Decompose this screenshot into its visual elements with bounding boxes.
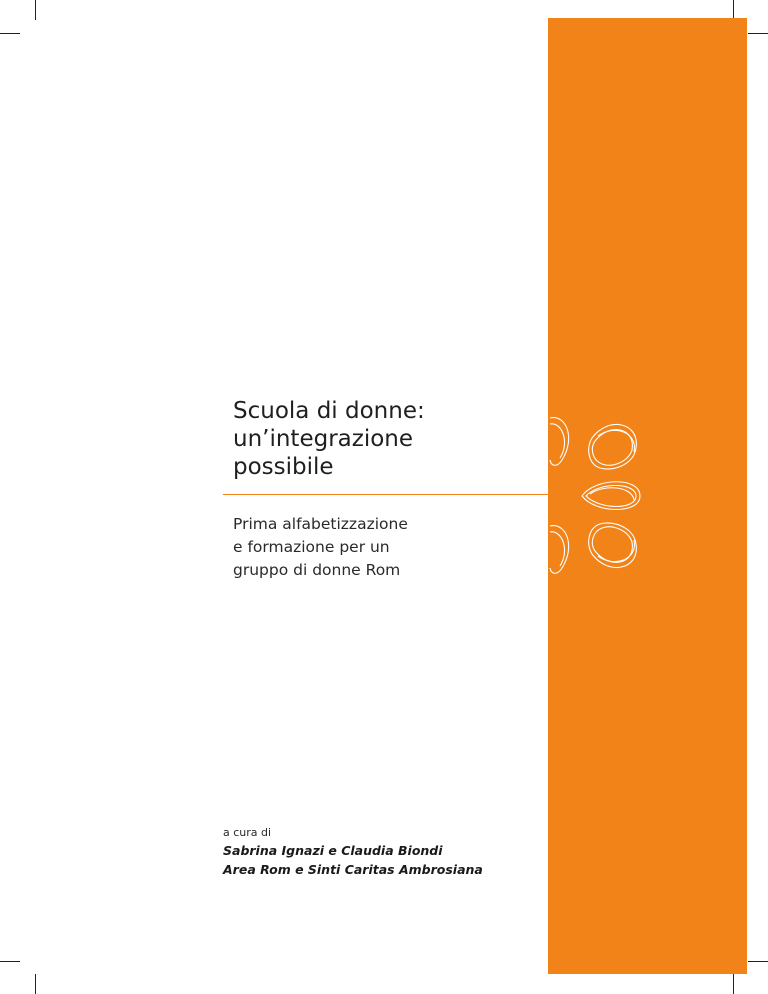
subtitle-line: gruppo di donne Rom: [233, 561, 401, 579]
subtitle-line: e formazione per un: [233, 538, 390, 556]
orange-divider-line: [223, 494, 549, 495]
subtitle-line: Prima alfabetizzazione: [233, 515, 408, 533]
crop-mark-top-right-vertical: [733, 0, 734, 20]
crop-mark-bottom-right-horizontal: [748, 961, 768, 962]
crop-mark-bottom-left-vertical: [35, 974, 36, 994]
curated-by-label: a cura di: [223, 826, 272, 839]
title-line: possibile: [233, 454, 334, 480]
crop-mark-top-left-horizontal: [0, 33, 20, 34]
book-subtitle: [233, 513, 408, 582]
credits-block: [223, 826, 483, 879]
editor-line: Area Rom e Sinti Caritas Ambrosiana: [223, 862, 483, 877]
crop-mark-bottom-left-horizontal: [0, 961, 20, 962]
title-line: Scuola di donne:: [233, 398, 425, 424]
editor-line: Sabrina Ignazi e Claudia Biondi: [223, 843, 443, 858]
petal-loops-logo-icon: [548, 408, 648, 578]
title-line: un’integrazione: [233, 426, 414, 452]
book-title: [233, 397, 425, 481]
crop-mark-top-right-horizontal: [748, 33, 768, 34]
crop-mark-top-left-vertical: [35, 0, 36, 20]
crop-mark-bottom-right-vertical: [733, 974, 734, 994]
